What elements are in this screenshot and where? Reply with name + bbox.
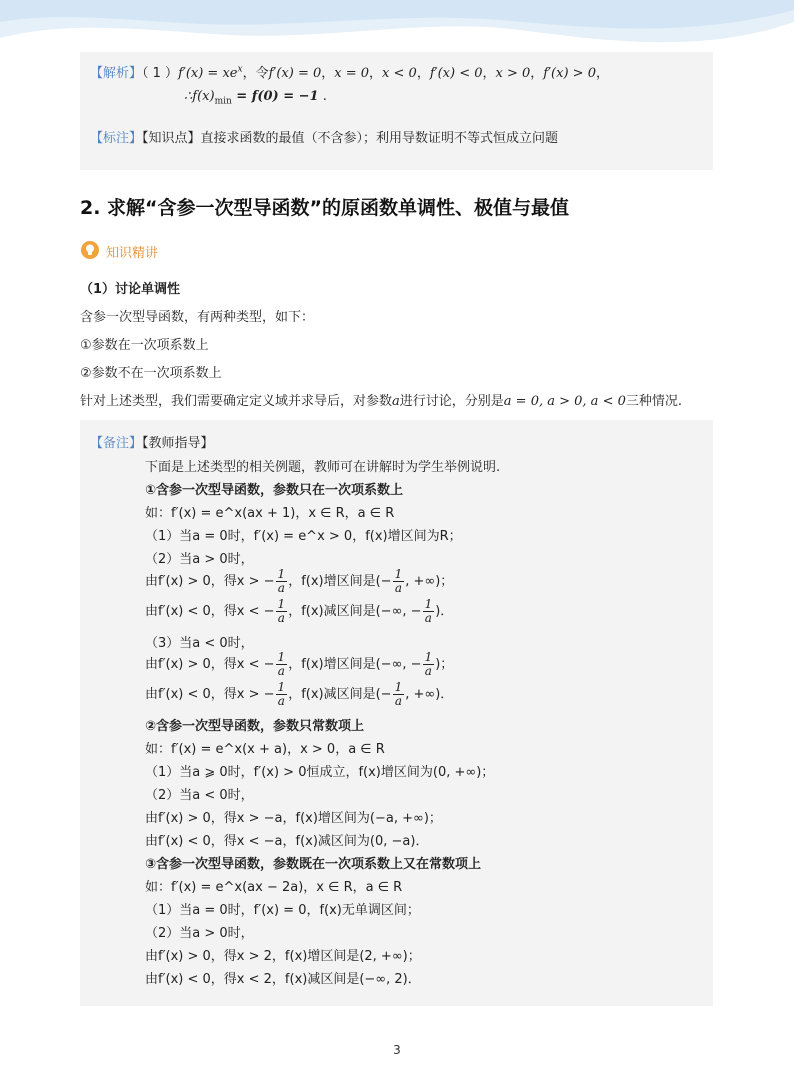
case-2-step-1: （1）当a ⩾ 0时，f′(x) > 0恒成立，f(x)增区间为(0, +∞)； xyxy=(145,765,495,780)
paragraph-cases: 针对上述类型，我们需要确定定义域并求导后，对参数a进行讨论，分别是a = 0, a > 0, a < 0三种情况. xyxy=(80,394,683,409)
case-1-step-2: （2）当a > 0时， xyxy=(145,552,254,567)
annotation-line: 【标注】【知识点】直接求函数的最值（不含参）；利用导数证明不等式恒成立问题 xyxy=(90,131,559,146)
note-box xyxy=(80,420,713,1006)
section-title: 2. 求解“含参一次型导函数”的原函数单调性、极值与最值 xyxy=(80,197,570,219)
fraction: $\frac{1}{a}$ xyxy=(277,650,286,678)
lightbulb-icon xyxy=(81,241,99,259)
fraction: $\frac{1}{a}$ xyxy=(277,597,286,625)
case-1-title: ①含参一次型导函数，参数只在一次项系数上 xyxy=(145,483,404,498)
case-1-step-3: （3）当a < 0时， xyxy=(145,636,254,651)
note-header: 【备注】【教师指导】 xyxy=(90,436,214,451)
case-1-step-2a: 由f′(x) > 0，得x > − $\frac{1}{a}$ ，f(x)增区间是(− $\frac{1}{a}$ , +∞)； xyxy=(145,567,454,595)
note-tag: 【备注】 xyxy=(90,436,143,451)
case-2-example: 如：f′(x) = e^x(x + a)，x > 0，a ∈ R xyxy=(145,742,385,757)
annotation-tag: 【标注】 xyxy=(90,131,143,146)
case-2-step-2b: 由f′(x) < 0，得x < −a，f(x)减区间为(0, −a)． xyxy=(145,834,429,849)
page-number: 3 xyxy=(393,1043,401,1057)
case-2-step-2a: 由f′(x) > 0，得x > −a，f(x)增区间为(−a, +∞)； xyxy=(145,811,442,826)
case-3-step-2: （2）当a > 0时， xyxy=(145,926,254,941)
fraction: $\frac{1}{a}$ xyxy=(424,597,433,625)
analysis-line-2: $\therefore f(x)_{min} = f(0) = -1$ . xyxy=(184,89,327,107)
knowledge-label: 知识精讲 xyxy=(106,246,159,261)
subheading-discuss-monotonicity: （1）讨论单调性 xyxy=(80,282,181,297)
case-3-example: 如：f′(x) = e^x(ax − 2a)，x ∈ R，a ∈ R xyxy=(145,880,403,895)
fraction: $\frac{1}{a}$ xyxy=(424,650,433,678)
case-1-step-3a: 由f′(x) > 0，得x < − $\frac{1}{a}$ ，f(x)增区间是(−∞, − $\frac{1}{a}$ )； xyxy=(145,650,454,678)
list-item-type-1: ①参数在一次项系数上 xyxy=(80,338,209,353)
case-1-example: 如：f′(x) = e^x(ax + 1)，x ∈ R，a ∈ R xyxy=(145,506,395,521)
analysis-line-1: 【解析】（ 1 ）$f'(x) = xe^x$，令f′(x) = 0，x = 0，x < 0，f′(x) < 0，x > 0，f′(x) > 0， xyxy=(90,64,609,81)
case-3-step-2a: 由f′(x) > 0，得x > 2，f(x)增区间是(2, +∞)； xyxy=(145,949,421,964)
case-1-step-1: （1）当a = 0时，f′(x) = e^x > 0，f(x)增区间为R； xyxy=(145,529,462,544)
fraction: $\frac{1}{a}$ xyxy=(394,680,403,708)
note-intro: 下面是上述类型的相关例题，教师可在讲解时为学生举例说明. xyxy=(145,460,501,475)
fraction: $\frac{1}{a}$ xyxy=(277,567,286,595)
fraction: $\frac{1}{a}$ xyxy=(277,680,286,708)
fraction: $\frac{1}{a}$ xyxy=(394,567,403,595)
case-1-step-3b: 由f′(x) < 0，得x > − $\frac{1}{a}$ ，f(x)减区间是(− $\frac{1}{a}$ , +∞)． xyxy=(145,680,454,708)
case-2-step-2: （2）当a < 0时， xyxy=(145,788,254,803)
case-3-title: ③含参一次型导函数，参数既在一次项系数上又在常数项上 xyxy=(145,857,482,872)
analysis-box xyxy=(80,52,713,170)
case-3-step-2b: 由f′(x) < 0，得x < 2，f(x)减区间是(−∞, 2)． xyxy=(145,972,421,987)
header-wave-decoration xyxy=(0,0,794,60)
case-3-step-1: （1）当a = 0时，f′(x) = 0，f(x)无单调区间； xyxy=(145,903,420,918)
analysis-tag: 【解析】 xyxy=(90,66,143,81)
case-2-title: ②含参一次型导函数，参数只常数项上 xyxy=(145,719,365,734)
list-item-type-2: ②参数不在一次项系数上 xyxy=(80,366,222,381)
case-1-step-2b: 由f′(x) < 0，得x < − $\frac{1}{a}$ ，f(x)减区间是(−∞, − $\frac{1}{a}$ )． xyxy=(145,597,454,625)
paragraph: 含参一次型导函数，有两种类型，如下： xyxy=(80,310,315,325)
